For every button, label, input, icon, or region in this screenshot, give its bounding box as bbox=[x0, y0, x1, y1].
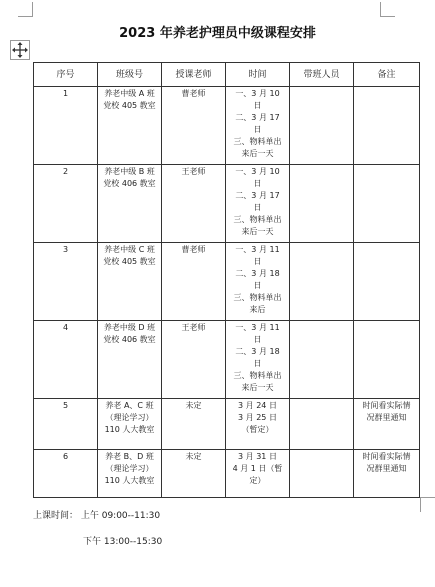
cell-class: 养老 A、C 班 （理论学习） 110 人大教室 bbox=[98, 399, 162, 450]
cell-teacher: 王老师 bbox=[162, 321, 226, 399]
cell-number: 4 bbox=[34, 321, 98, 399]
cell-number: 6 bbox=[34, 450, 98, 498]
table-row bbox=[34, 399, 420, 450]
cell-note: 时间看实际情 况群里通知 bbox=[354, 450, 420, 498]
cell-teacher: 未定 bbox=[162, 399, 226, 450]
cell-class: 养老中级 C 班 党校 405 教室 bbox=[98, 243, 162, 321]
cell-time: 一、3 月 10 日 二、3 月 17 日 三、物料单出 来后一天 bbox=[226, 87, 290, 165]
cell-teacher: 曹老师 bbox=[162, 87, 226, 165]
cell-staff bbox=[290, 87, 354, 165]
header-staff: 带班人员 bbox=[290, 63, 354, 87]
cell-class: 养老中级 B 班 党校 406 教室 bbox=[98, 165, 162, 243]
cell-time: 一、3 月 10 日 二、3 月 17 日 三、物料单出 来后一天 bbox=[226, 165, 290, 243]
cell-class: 养老 B、D 班 （理论学习） 110 人大教室 bbox=[98, 450, 162, 498]
cell-class: 养老中级 D 班 党校 406 教室 bbox=[98, 321, 162, 399]
page-corner-mark-top-left bbox=[18, 2, 33, 17]
cell-note bbox=[354, 165, 420, 243]
cell-teacher: 王老师 bbox=[162, 165, 226, 243]
table-row bbox=[34, 243, 420, 321]
cell-class: 养老中级 A 班 党校 405 教室 bbox=[98, 87, 162, 165]
cell-note: 时间看实际情 况群里通知 bbox=[354, 399, 420, 450]
table-row bbox=[34, 321, 420, 399]
cell-staff bbox=[290, 243, 354, 321]
cell-teacher: 未定 bbox=[162, 450, 226, 498]
cell-number: 5 bbox=[34, 399, 98, 450]
class-time-morning: 上课时间： 上午 09:00--11:30 bbox=[33, 511, 161, 521]
page-corner-mark-top-right bbox=[380, 2, 395, 17]
cell-number: 1 bbox=[34, 87, 98, 165]
cell-time: 一、3 月 11 日 二、3 月 18 日 三、物料单出 来后 bbox=[226, 243, 290, 321]
table-row bbox=[34, 450, 420, 498]
cell-time: 一、3 月 11 日 二、3 月 18 日 三、物料单出 来后一天 bbox=[226, 321, 290, 399]
schedule-table bbox=[33, 62, 420, 498]
table-header-row bbox=[34, 63, 420, 87]
document-title: 2023 年养老护理员中级课程安排 bbox=[119, 26, 316, 41]
table-row bbox=[34, 165, 420, 243]
cell-note bbox=[354, 321, 420, 399]
cell-teacher: 曹老师 bbox=[162, 243, 226, 321]
move-arrows-icon bbox=[11, 41, 29, 59]
cell-staff bbox=[290, 165, 354, 243]
cell-number: 2 bbox=[34, 165, 98, 243]
class-time-afternoon: 下午 13:00--15:30 bbox=[83, 537, 163, 547]
table-row bbox=[34, 87, 420, 165]
header-class: 班级号 bbox=[98, 63, 162, 87]
header-number: 序号 bbox=[34, 63, 98, 87]
cell-staff bbox=[290, 321, 354, 399]
cell-time: 3 月 24 日 3 月 25 日 （暂定） bbox=[226, 399, 290, 450]
table-move-handle-icon[interactable] bbox=[10, 40, 30, 60]
header-note: 备注 bbox=[354, 63, 420, 87]
cell-time: 3 月 31 日 4 月 1 日（暂 定） bbox=[226, 450, 290, 498]
cell-number: 3 bbox=[34, 243, 98, 321]
cell-staff bbox=[290, 450, 354, 498]
cell-note bbox=[354, 87, 420, 165]
cell-staff bbox=[290, 399, 354, 450]
cell-note bbox=[354, 243, 420, 321]
header-time: 时间 bbox=[226, 63, 290, 87]
header-teacher: 授课老师 bbox=[162, 63, 226, 87]
page-corner-mark-bottom-right bbox=[420, 497, 435, 512]
